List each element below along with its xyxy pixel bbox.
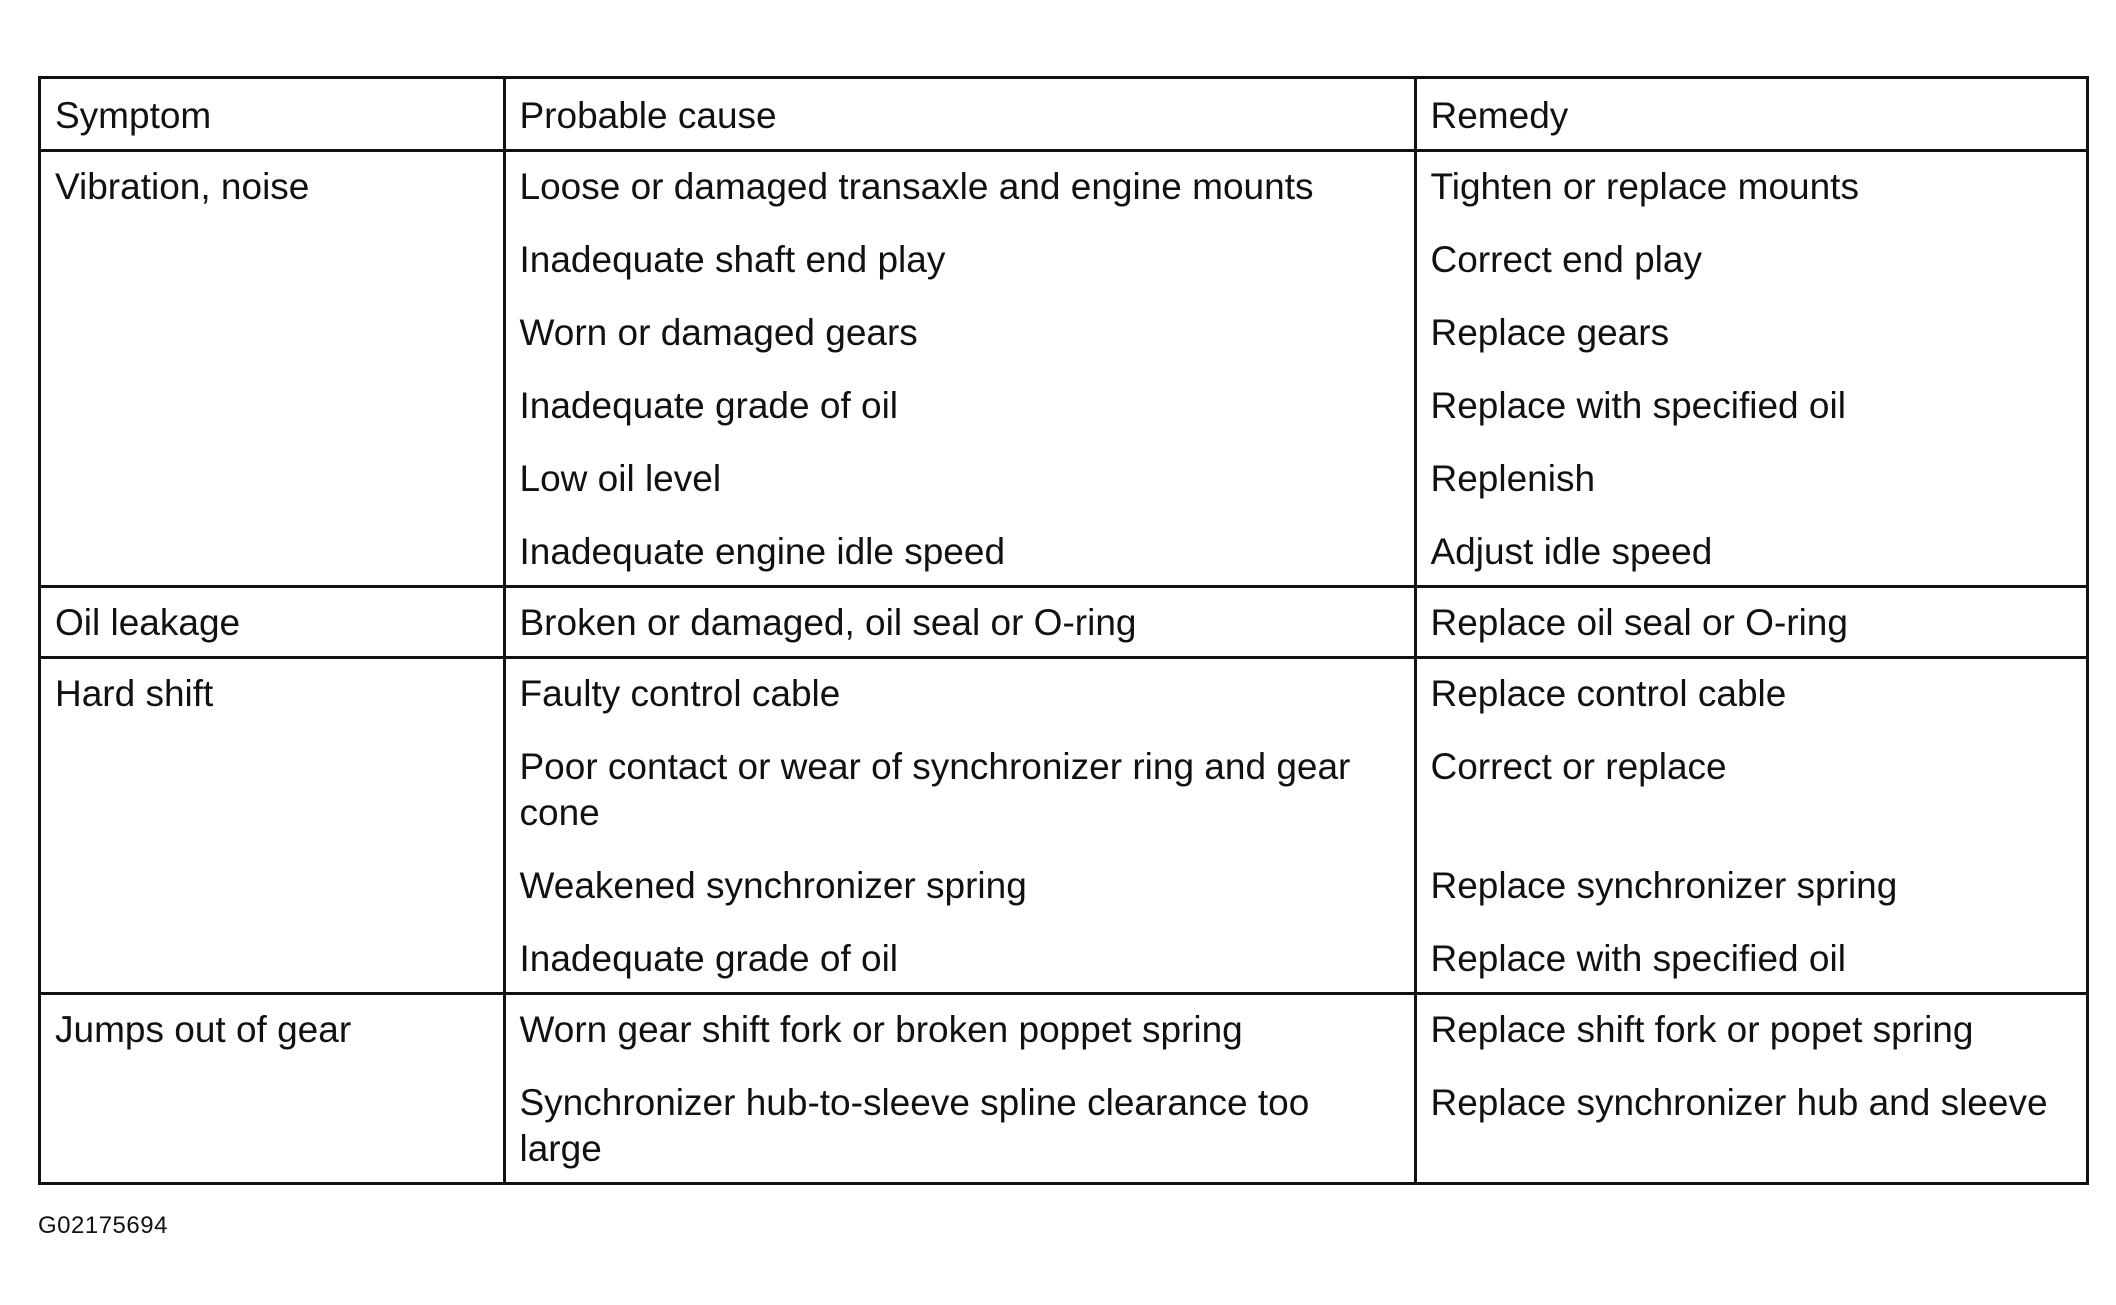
troubleshooting-table-frame — [38, 76, 2089, 1185]
probable-cause-cell: Inadequate shaft end play — [504, 237, 1415, 310]
probable-cause-cell: Inadequate grade of oil — [504, 936, 1415, 994]
header-symptom: Symptom — [41, 79, 504, 151]
remedy-cell: Replace synchronizer spring — [1430, 865, 1898, 906]
probable-cause-cell: Worn or damaged gears — [504, 310, 1415, 383]
table-row — [41, 587, 2086, 658]
remedy-cell: Correct or replace — [1430, 746, 1727, 787]
probable-cause-cell: Poor contact or wear of synchronizer ring and gear cone — [504, 744, 1415, 863]
remedy-cell: Replenish — [1430, 458, 1596, 499]
symptom-cell: Oil leakage — [41, 587, 504, 658]
remedy-cell: Tighten or replace mounts — [1430, 166, 1859, 207]
probable-cause-cell: Inadequate grade of oil — [504, 383, 1415, 456]
table-header-row — [41, 79, 2086, 151]
table-row — [41, 994, 2086, 1081]
troubleshooting-table — [41, 79, 2086, 1182]
remedy-cell: Adjust idle speed — [1430, 531, 1713, 572]
probable-cause-cell: Low oil level — [504, 456, 1415, 529]
table-body — [41, 151, 2086, 1183]
remedy-cell: Correct end play — [1430, 239, 1702, 280]
symptom-cell: Hard shift — [41, 658, 504, 994]
remedy-cell: Replace gears — [1430, 312, 1670, 353]
remedy-cell: Replace synchronizer hub and sleeve — [1430, 1082, 2048, 1123]
remedy-cell: Replace control cable — [1430, 673, 1787, 714]
probable-cause-cell: Weakened synchronizer spring — [504, 863, 1415, 936]
probable-cause-cell: Loose or damaged transaxle and engine mounts — [504, 151, 1415, 238]
probable-cause-cell: Broken or damaged, oil seal or O-ring — [504, 587, 1415, 658]
remedy-cell: Replace oil seal or O-ring — [1430, 602, 1848, 643]
probable-cause-cell: Inadequate engine idle speed — [504, 529, 1415, 587]
header-remedy: Remedy — [1415, 79, 2086, 151]
probable-cause-cell: Synchronizer hub-to-sleeve spline clearance too large — [504, 1080, 1415, 1182]
remedy-cell: Replace with specified oil — [1430, 385, 1846, 426]
table-row — [41, 658, 2086, 745]
table-row — [41, 151, 2086, 238]
figure-id: G02175694 — [38, 1212, 168, 1239]
symptom-cell: Jumps out of gear — [41, 994, 504, 1183]
probable-cause-cell: Faulty control cable — [504, 658, 1415, 745]
remedy-cell: Replace shift fork or popet spring — [1430, 1009, 1974, 1050]
header-probable-cause: Probable cause — [504, 79, 1415, 151]
probable-cause-cell: Worn gear shift fork or broken poppet spring — [504, 994, 1415, 1081]
remedy-cell: Replace with specified oil — [1430, 938, 1846, 979]
symptom-cell: Vibration, noise — [41, 151, 504, 587]
